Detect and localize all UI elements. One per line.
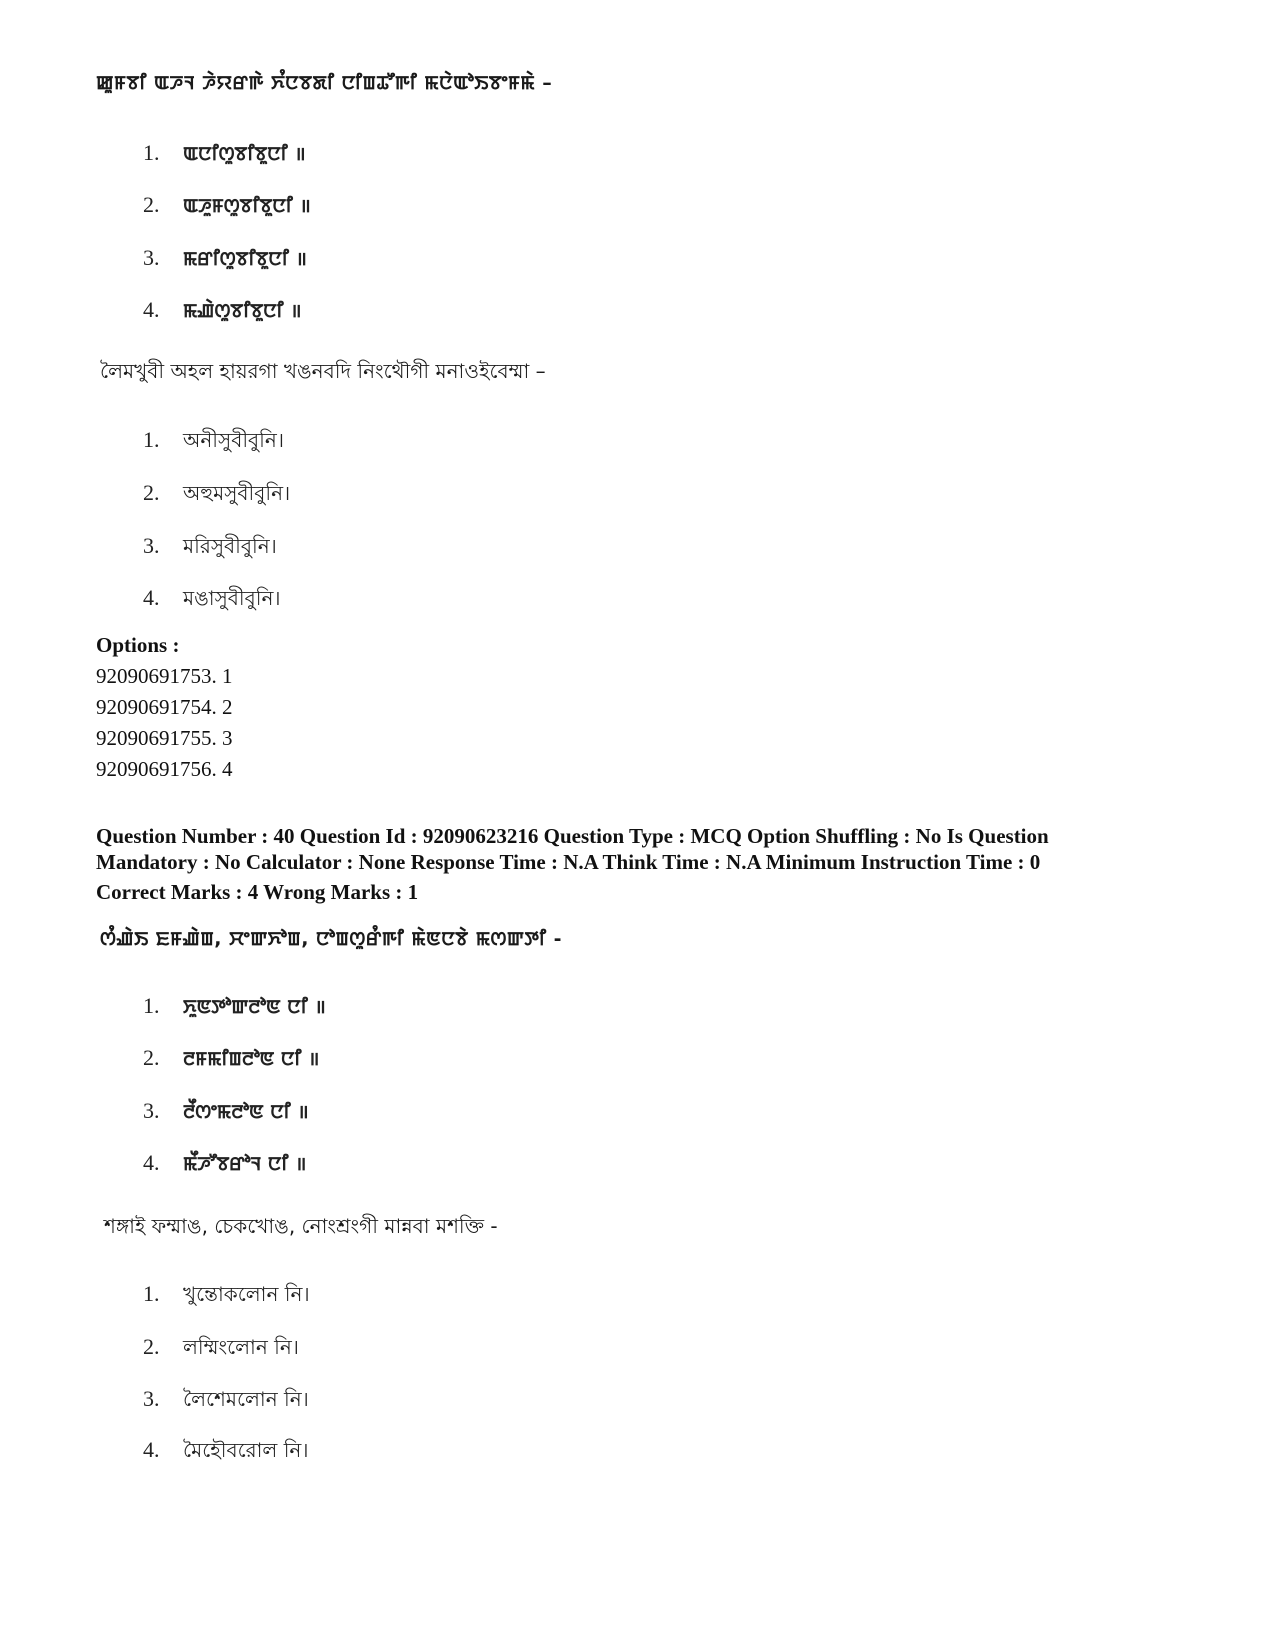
option-meetei-4	[143, 297, 302, 324]
option-text: খুন্তোকলোন নি।	[183, 1282, 310, 1306]
option-number: 3.	[143, 1386, 160, 1411]
options-id-block	[96, 630, 233, 785]
option-number: 4.	[143, 297, 160, 322]
question-stem-bengali: লৈমখুবী অহল হায়রগা খঙনবদি নিংথৌগী মনাওইবেম্মা –	[100, 359, 546, 383]
option-number: 4.	[143, 1437, 160, 1462]
option-bengali-2	[143, 479, 290, 512]
option-meetei-2	[143, 1045, 319, 1072]
question-meta-line-1: Question Number : 40 Question Id : 92090623216 Question Type : MCQ Option Shuffling : No Is Question	[96, 824, 1049, 848]
option-number: 3.	[143, 1098, 160, 1123]
option-bengali-1	[143, 1280, 310, 1313]
option-meetei-3	[143, 245, 307, 272]
question-stem-bengali: শঙ্গাই ফম্মাঙ, চেকখোঙ, নোংশ্রংগী মান্নবা মশক্তি -	[104, 1214, 498, 1238]
option-meetei-3	[143, 1098, 309, 1125]
option-number: 2.	[143, 192, 160, 217]
option-number: 1.	[143, 140, 160, 165]
option-number: 2.	[143, 1334, 160, 1359]
option-text: মরিসুবীবুনি।	[183, 534, 277, 558]
option-bengali-4	[143, 584, 281, 617]
option-number: 3.	[143, 533, 160, 558]
option-text: ꯂꯩꯁꯦꯃꯂꯣꯟ ꯅꯤ ॥	[183, 1101, 309, 1123]
options-label: Options :	[96, 633, 180, 657]
option-text: ꯑꯍꯨꯝꯁꯨꯕꯤꯕꯨꯅꯤ ॥	[183, 195, 311, 217]
option-meetei-1	[143, 140, 306, 167]
option-text: মৈহৌবরোল নি।	[183, 1438, 309, 1462]
option-id-1: 92090691753. 1	[96, 664, 233, 688]
option-text: অহুমসুবীবুনি।	[183, 481, 291, 505]
question-meta-line-3: Correct Marks : 4 Wrong Marks : 1	[96, 880, 419, 904]
question-stem-meetei: ꯁꯪꯉꯥꯏ ꯐꯝꯉꯥꯡ, ꯆꯦꯛꯈꯣꯡ, ꯅꯣꯡꯁꯨꯔꯪꯒꯤ ꯃꯥꯟꯅꯕꯥ ꯃꯁꯛꯇꯤ -	[100, 928, 562, 950]
option-meetei-4	[143, 1150, 306, 1177]
option-number: 3.	[143, 245, 160, 270]
option-number: 2.	[143, 480, 160, 505]
option-text: ꯂꯝꯃꯤꯡꯂꯣꯟ ꯅꯤ ॥	[183, 1048, 320, 1070]
option-bengali-2	[143, 1333, 299, 1366]
option-bengali-3	[143, 532, 277, 565]
option-text: ꯃꯩꯍꯧꯕꯔꯣꯜ ꯅꯤ ॥	[183, 1153, 307, 1175]
option-meetei-1	[143, 993, 326, 1020]
option-number: 1.	[143, 993, 160, 1018]
option-bengali-1	[143, 426, 284, 459]
option-bengali-3	[143, 1385, 309, 1418]
option-number: 1.	[143, 427, 160, 452]
question-meta	[96, 823, 1196, 905]
option-bengali-4	[143, 1436, 309, 1469]
option-id-4: 92090691756. 4	[96, 757, 233, 781]
option-text: ꯈꯨꯟꯇꯣꯛꯂꯣꯟ ꯅꯤ ॥	[183, 996, 326, 1018]
option-text: অনীসুবীবুনি।	[183, 428, 284, 452]
option-text: লম্মিংলোন নি।	[183, 1335, 299, 1359]
option-number: 2.	[143, 1045, 160, 1070]
option-id-3: 92090691755. 3	[96, 726, 233, 750]
option-text: ꯃꯔꯤꯁꯨꯕꯤꯕꯨꯅꯤ ॥	[183, 248, 307, 270]
option-text: লৈশেমলোন নি।	[183, 1387, 309, 1411]
option-number: 4.	[143, 585, 160, 610]
option-meetei-2	[143, 192, 311, 219]
option-text: মঙাসুবীবুনি।	[183, 586, 281, 610]
option-number: 1.	[143, 1281, 160, 1306]
question-stem-meetei: ꯀꯨꯝꯕꯤ ꯑꯍꯜ ꯍꯥꯌꯔꯒꯥ ꯈꯪꯅꯕꯗꯤ ꯅꯤꯡꯊꯧꯒꯤ ꯃꯅꯥꯑꯣꯏꯕꯦꯝꯃꯥ –	[96, 72, 553, 94]
option-number: 4.	[143, 1150, 160, 1175]
option-id-2: 92090691754. 2	[96, 695, 233, 719]
option-text: ꯃꯉꯥꯁꯨꯕꯤꯕꯨꯅꯤ ॥	[183, 300, 302, 322]
option-text: ꯑꯅꯤꯁꯨꯕꯤꯕꯨꯅꯤ ॥	[183, 143, 306, 165]
question-meta-line-2: Mandatory : No Calculator : None Response Time : N.A Think Time : N.A Minimum Instruction Time : 0	[96, 850, 1041, 874]
